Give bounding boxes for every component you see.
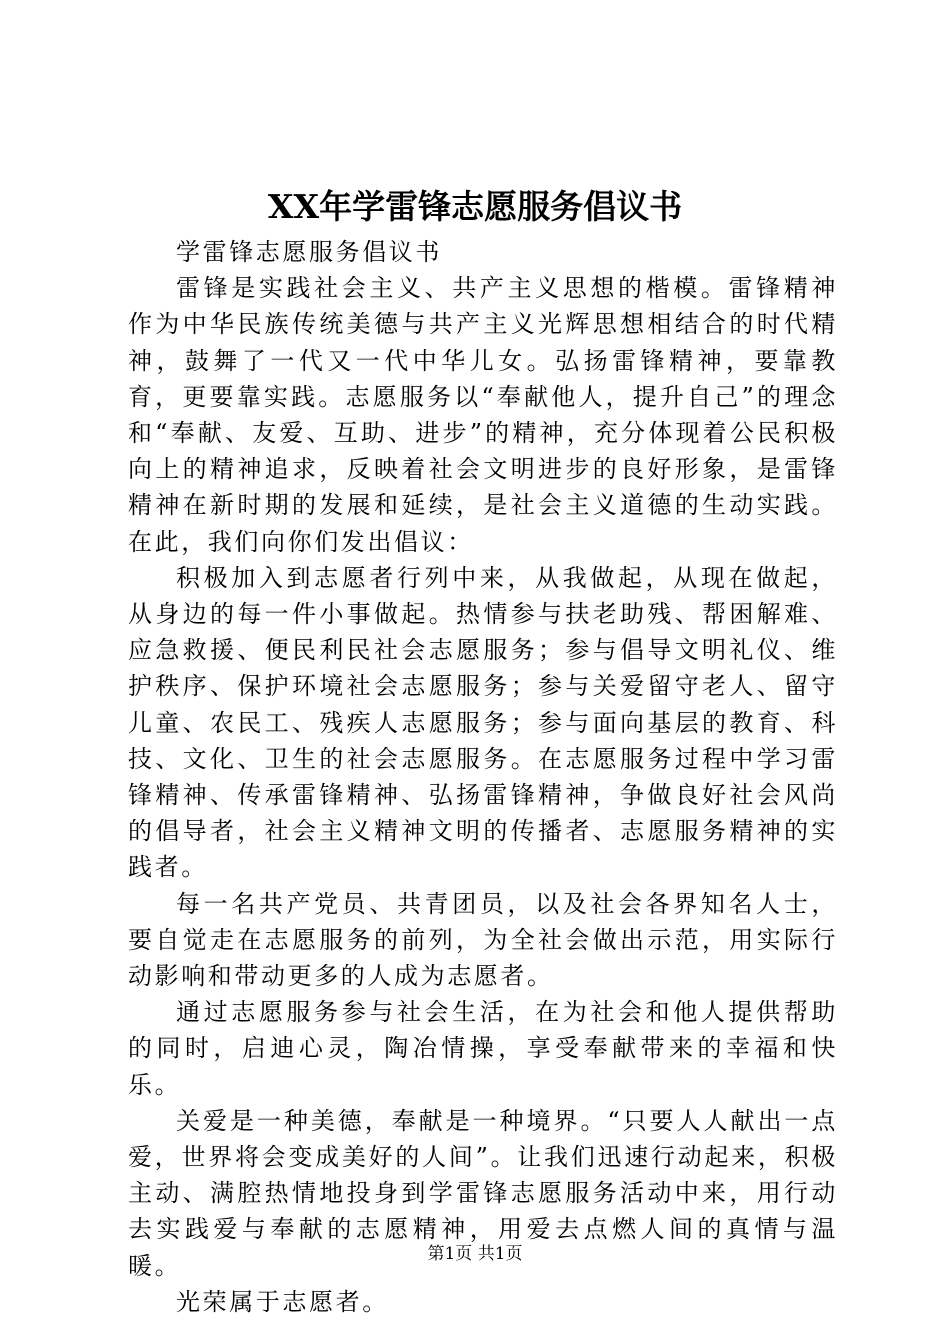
document-title: XX年学雷锋志愿服务倡议书: [267, 187, 683, 226]
paragraph-subtitle: 学雷锋志愿服务倡议书: [176, 238, 442, 266]
page-footer: 第1页 共1页: [427, 1244, 523, 1264]
paragraph-4: 通过志愿服务参与社会生活，在为社会和他人提供帮助的同时，启迪心灵，陶冶情操，享受奉献带来的幸福和快乐。: [128, 998, 838, 1099]
paragraph-5: 关爱是一种美德，奉献是一种境界。“只要人人献出一点爱，世界将会变成美好的人间”。让我们迅速行动起来，积极主动、满腔热情地投身到学雷锋志愿服务活动中来，用行动去实践爱与奉献的志愿精神，用爱去点燃人间的真情与温暖。: [128, 1106, 838, 1280]
paragraph-3: 每一名共产党员、共青团员，以及社会各界知名人士，要自觉走在志愿服务的前列，为全社会做出示范，用实际行动影响和带动更多的人成为志愿者。: [128, 889, 838, 991]
paragraph-1: 雷锋是实践社会主义、共产主义思想的楷模。雷锋精神作为中华民族传统美德与共产主义光辉思想相结合的时代精神，鼓舞了一代又一代中华儿女。弘扬雷锋精神，要靠教育，更要靠实践。志愿服务以“奉献他人，提升自己”的理念和“奉献、友爱、互助、进步”的精神，充分体现着公民积极向上的精神追求，反映着社会文明进步的良好形象，是雷锋精神在新时期的发展和延续，是社会主义道德的生动实践。在此，我们向你们发出倡议：: [128, 274, 838, 556]
paragraph-closing: 光荣属于志愿者。: [176, 1287, 389, 1316]
document-body: [128, 234, 838, 1320]
paragraph-2: 积极加入到志愿者行列中来，从我做起，从现在做起，从身边的每一件小事做起。热情参与扶老助残、帮困解难、应急救援、便民利民社会志愿服务；参与倡导文明礼仪、维护秩序、保护环境社会志愿服务；参与关爱留守老人、留守儿童、农民工、残疾人志愿服务；参与面向基层的教育、科技、文化、卫生的社会志愿服务。在志愿服务过程中学习雷锋精神、传承雷锋精神、弘扬雷锋精神，争做良好社会风尚的倡导者，社会主义精神文明的传播者、志愿服务精神的实践者。: [128, 563, 838, 882]
